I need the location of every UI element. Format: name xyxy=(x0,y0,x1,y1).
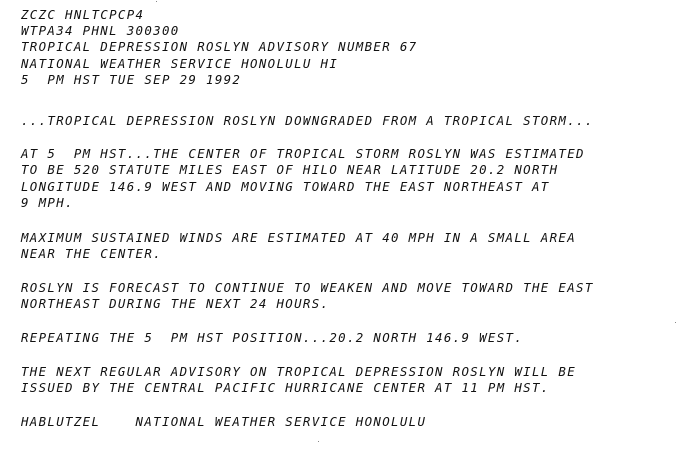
position-line-2: TO BE 520 STATUTE MILES EAST OF HILO NEAR LATITUDE 20.2 NORTH xyxy=(21,162,559,177)
position-line-4: 9 MPH. xyxy=(21,195,74,210)
signature: HABLUTZEL NATIONAL WEATHER SERVICE HONOLULU xyxy=(21,414,427,429)
header-line-1: ZCZC HNLTCPCP4 xyxy=(21,7,145,22)
winds-line-2: NEAR THE CENTER. xyxy=(21,246,162,261)
position-line-1: AT 5 PM HST...THE CENTER OF TROPICAL STORM ROSLYN WAS ESTIMATED xyxy=(21,146,585,161)
repeating-position: REPEATING THE 5 PM HST POSITION...20.2 NORTH 146.9 WEST. xyxy=(21,330,524,345)
winds-line-1: MAXIMUM SUSTAINED WINDS ARE ESTIMATED AT 40 MPH IN A SMALL AREA xyxy=(21,230,577,245)
position-line-3: LONGITUDE 146.9 WEST AND MOVING TOWARD THE EAST NORTHEAST AT xyxy=(21,179,550,194)
advisory-title: TROPICAL DEPRESSION ROSLYN ADVISORY NUMBER 67 xyxy=(21,39,418,54)
next-advisory-line-1: THE NEXT REGULAR ADVISORY ON TROPICAL DEPRESSION ROSLYN WILL BE xyxy=(21,364,577,379)
forecast-line-1: ROSLYN IS FORECAST TO CONTINUE TO WEAKEN AND MOVE TOWARD THE EAST xyxy=(21,280,594,295)
next-advisory-line-2: ISSUED BY THE CENTRAL PACIFIC HURRICANE CENTER AT 11 PM HST. xyxy=(21,380,550,395)
headline: ...TROPICAL DEPRESSION ROSLYN DOWNGRADED FROM A TROPICAL STORM... xyxy=(21,113,594,128)
scan-speck xyxy=(675,322,676,323)
header-line-2: WTPA34 PHNL 300300 xyxy=(21,23,180,38)
scan-speck xyxy=(318,441,319,442)
scan-speck xyxy=(156,1,157,2)
issuing-office: NATIONAL WEATHER SERVICE HONOLULU HI xyxy=(21,56,339,71)
forecast-line-2: NORTHEAST DURING THE NEXT 24 HOURS. xyxy=(21,296,330,311)
issue-time: 5 PM HST TUE SEP 29 1992 xyxy=(21,72,242,87)
